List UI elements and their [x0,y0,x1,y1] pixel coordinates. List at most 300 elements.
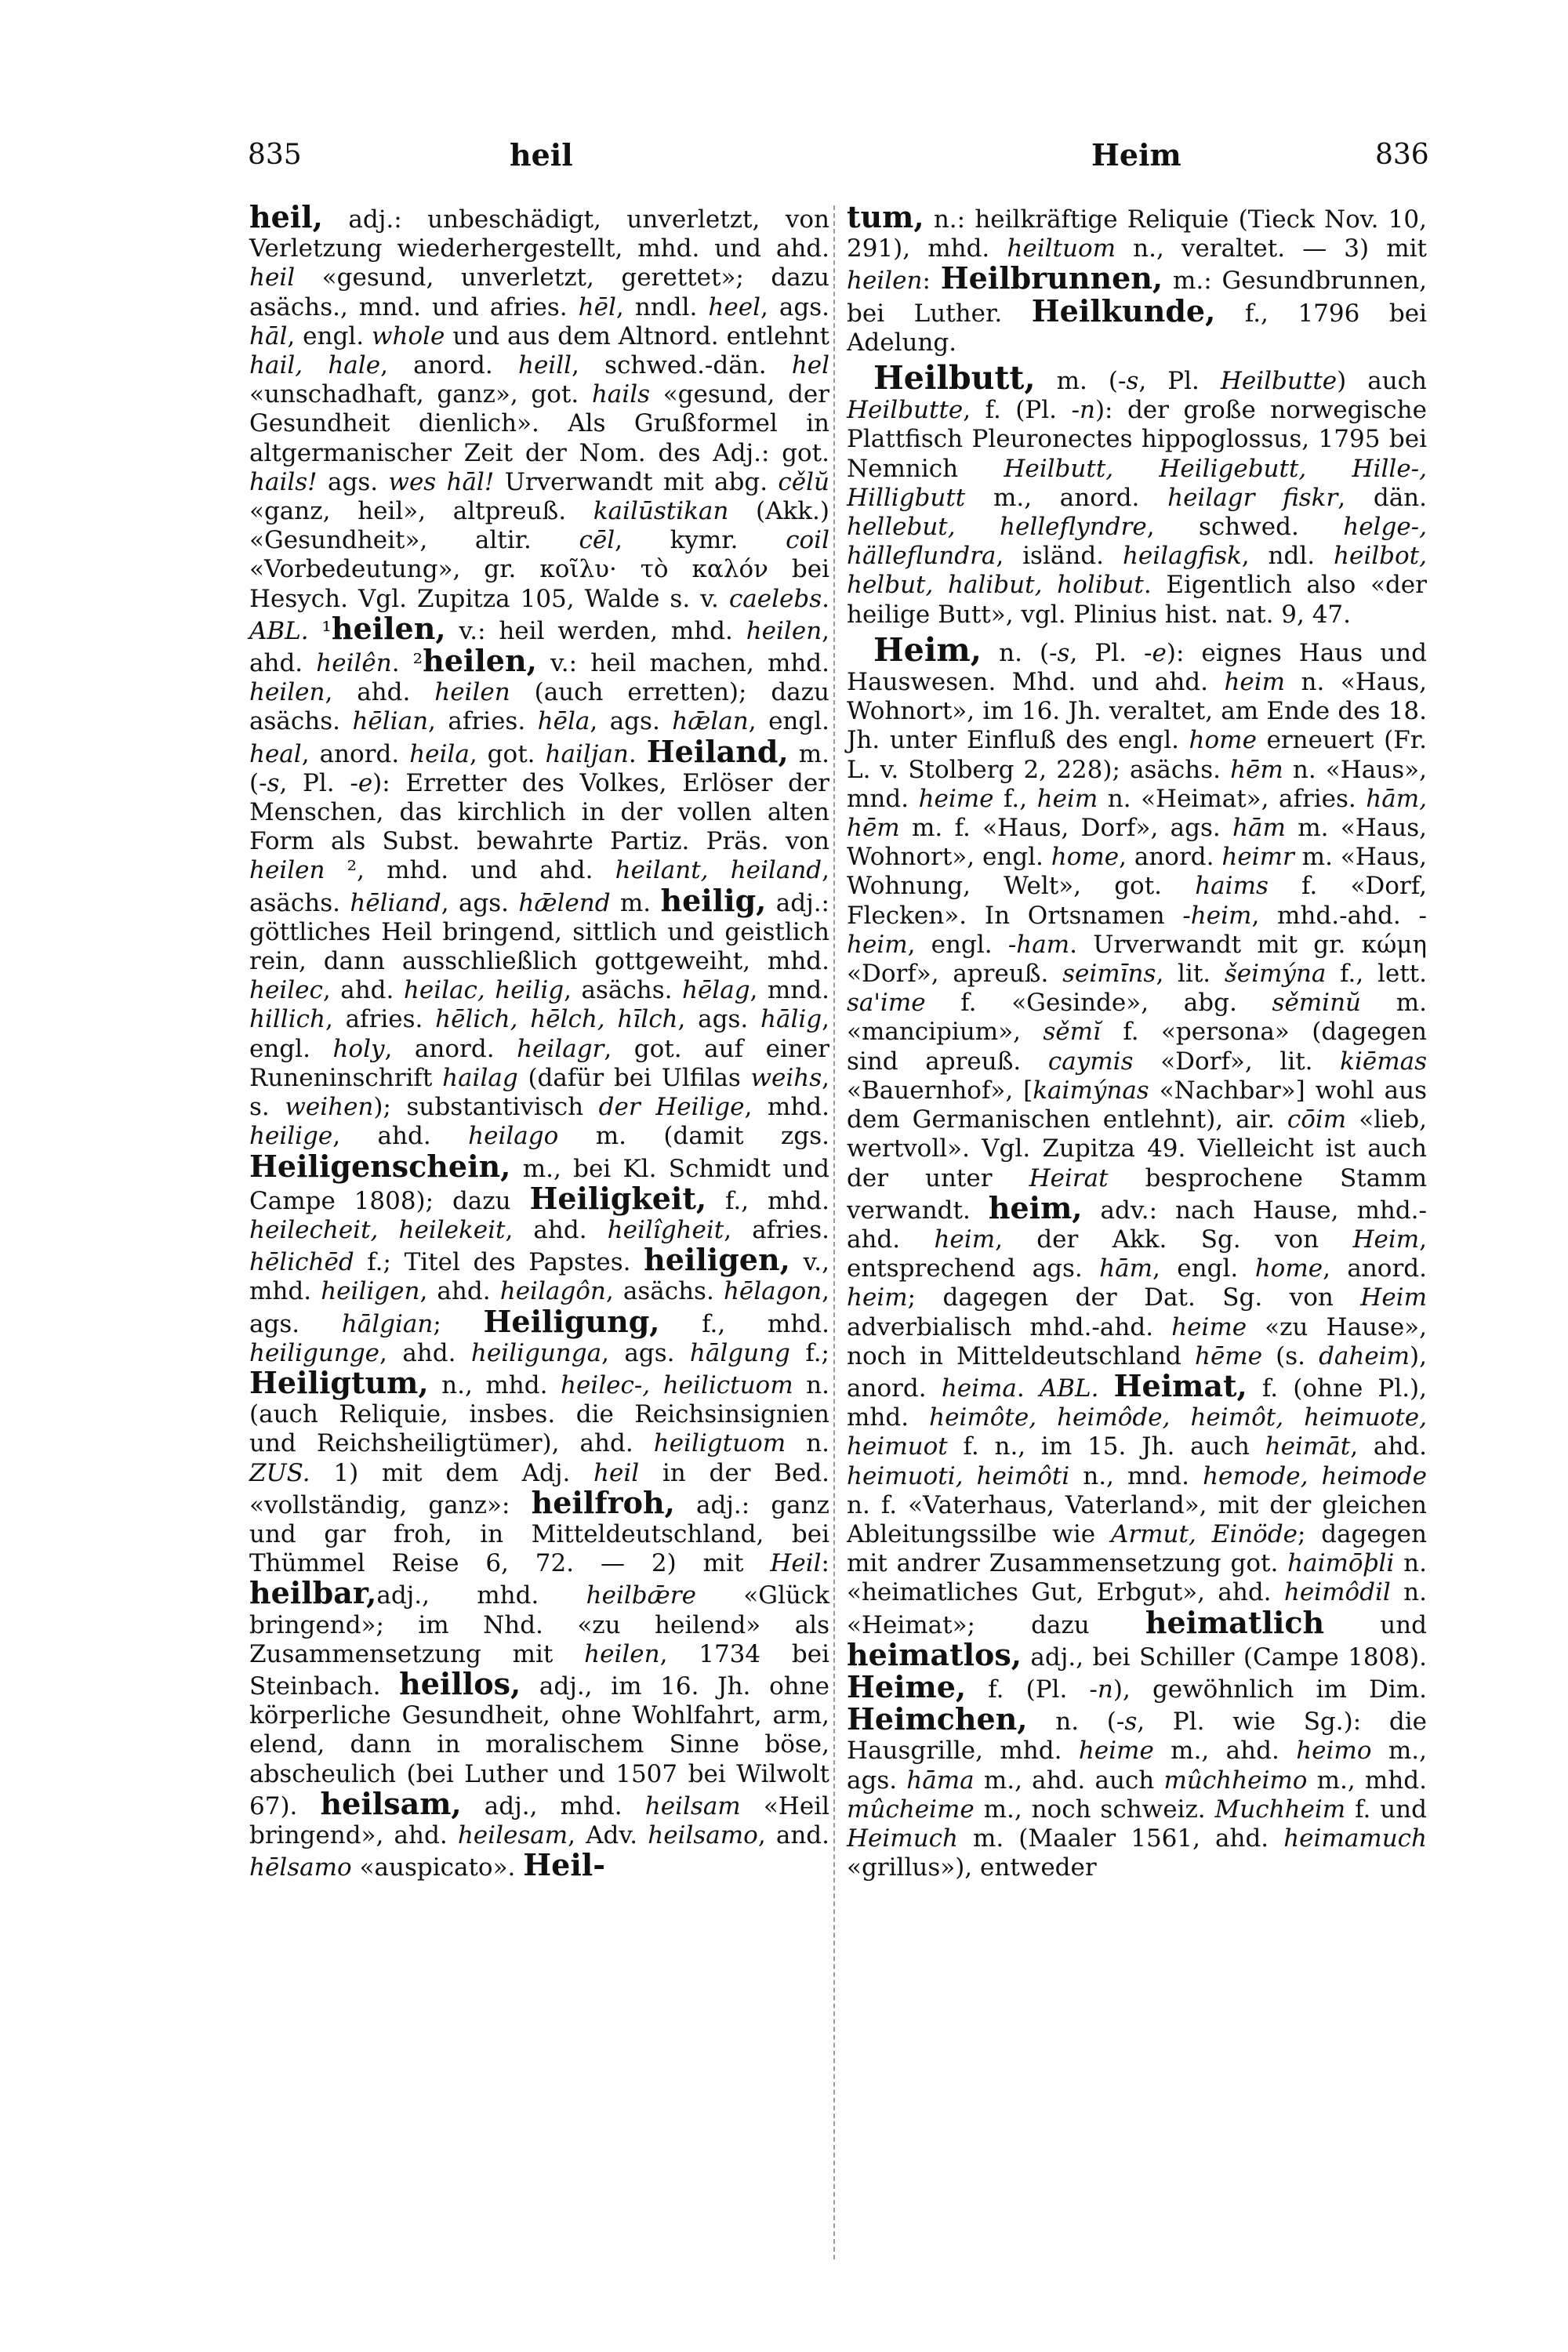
entry-text: m., ahd. auch [974,1766,1164,1795]
headword: Heil- [523,1847,605,1883]
entry-paragraph [847,359,1428,630]
entry-text: , ahd. [322,976,404,1005]
cited-form: home [1254,1254,1323,1283]
cited-form: heilbǣre [586,1581,696,1610]
entry-text: adj., bei Schiller (Campe 1808). [1022,1642,1427,1671]
entry-text: m. (Maaler 1561, ahd. [957,1824,1284,1853]
entry-text: n. «Haus, Wohnort», im 16. Jh. veraltet, am Ende des 18. Jh. unter Einfluß des engl. [847,668,1427,755]
cited-form: heima [941,1374,1017,1403]
entry-text: , 1734 bei Steinbach. [249,1639,829,1700]
entry-text: v.: heil machen, mhd. [536,649,830,678]
cited-form: heilec-, heilictuom [560,1370,793,1399]
entry-text: . Eigentlich also «der heilige Butt», vgl. Plinius hist. nat. 9, 47. [847,571,1427,629]
entry-text: , and. [757,1820,829,1849]
entry-text: , ahd. [332,1122,469,1151]
cited-form: hails! [249,467,318,496]
entry-text: , lit. [1156,960,1225,989]
cited-form: caymis [1047,1047,1134,1076]
entry-text: , ags. [249,1277,829,1338]
entry-text [1098,1374,1113,1403]
cited-form: weihs [750,1063,822,1092]
entry-text: , ags. [441,888,519,917]
cited-form: hillich [249,1005,325,1034]
entry-text: (s. [1262,1341,1319,1370]
entry-text: adj.: göttliches Heil bringend, sittlich und geistlich rein, dann ausschließlich gottgeweiht, mhd. [249,888,829,976]
cited-form: cōim [1287,1105,1347,1134]
entry-text: n. (- [1027,1708,1125,1737]
cited-form: heime [1171,1312,1247,1341]
entry-paragraph [249,199,830,1883]
cited-form: cēl [579,526,615,555]
cited-form: heilec [249,976,323,1005]
entry-text: f., lett. [1326,960,1427,989]
cited-form: cělŭ [778,467,830,496]
cited-form: daheim [1319,1341,1410,1370]
entry-text: , afries. [724,1215,829,1244]
cited-form: hailag [442,1063,518,1092]
entry-text: , anord. [380,351,518,380]
entry-text: , kymr. [615,526,786,555]
entry-text: erneuert (Fr. L. v. Stolberg 2, 228); asächs. [847,726,1427,784]
entry-text: , mnd. [750,976,829,1005]
entry-text: ): eignes Haus und Hauswesen. Mhd. und ahd. [847,638,1427,697]
entry-text: n. «Heimat», afries. [1098,784,1367,813]
cited-form: mûcheime [847,1795,975,1824]
entry-text: . ² [391,649,423,678]
cited-form: heilac, heilig [403,976,564,1005]
cited-form: heilant, heiland [615,856,822,885]
headword: Heime, [847,1668,967,1704]
entry-text: n. (auch Reliquie, insbes. die Reichsinsignien und Reichsheiligtümer), ahd. [249,1370,829,1458]
entry-text: und aus dem Altnord. entlehnt [445,321,829,350]
entry-text: n. «Heimat»; dazu [847,1578,1427,1639]
entry-text: Urverwandt mit abg. [494,467,779,496]
cited-form: helge-, hälleflundra [847,513,1427,571]
left-running-head: heil [510,137,573,172]
headword: heilfroh, [531,1484,675,1520]
headword: Heim, [873,630,982,669]
cited-form: heilago [468,1122,559,1151]
cited-form: heel [708,292,760,321]
entry-text: , isländ. [996,542,1123,571]
right-page-number: 836 [1375,139,1429,171]
cited-form: hēlichēd [249,1248,354,1277]
cited-form: šeimýna [1224,960,1327,989]
cited-form: weihen [285,1093,374,1122]
cited-form: heim [1036,784,1098,813]
entry-text: «Nachbar»] wohl aus dem Germanischen entlehnt), air. [847,1076,1427,1134]
cited-form: hām, hēm [847,784,1427,843]
entry-text: f., mhd. [659,1309,829,1338]
entry-text: , ndl. [1241,542,1334,571]
entry-text: n., mhd. [428,1370,561,1399]
entry-text: v., mhd. [249,1248,829,1306]
cited-form: heimamuch [1283,1824,1427,1853]
entry-text: m.: Gesundbrunnen, bei Luther. [847,267,1427,328]
cited-form: heimuoti, heimôti [847,1461,1070,1490]
entry-text: , schwed. [1146,513,1344,542]
cited-form: ZUS. [249,1458,310,1487]
entry-text: adj., im 16. Jh. ohne körperliche Gesundheit, ohne Wohlfahrt, arm, elend, dann in moralischem Sinne böse, abscheulich (bei Luther und 1507 bei Wilwolt 67). [249,1671,830,1820]
entry-text: n.: heilkräftige Reliquie (Tieck Nov. 10, 291), mhd. [847,205,1427,263]
entry-text: n. [786,1429,829,1458]
cited-form: heilên [316,649,392,678]
cited-form: heim [847,1283,908,1312]
entry-text: ); substantivisch [373,1093,599,1122]
cited-form: heime [1078,1737,1154,1766]
cited-form: heilen [584,1639,660,1668]
cited-form: heimôte, heimôde, heimôt, heimuote, heimuot [847,1403,1427,1461]
headword: heil, [249,199,323,234]
cited-form: heilecheit, heilekeit [249,1215,506,1244]
entry-text: , nndl. [615,292,709,321]
headword: Heiligung, [483,1303,660,1339]
cited-form: heimāt [1265,1432,1351,1461]
entry-text: ): der große norwegische Plattfisch Pleuronectes hippoglossus, 1795 bei Nemnich [847,396,1427,483]
entry-text: , anord. [1323,1254,1427,1283]
entry-text: ¹ [308,616,332,645]
right-column [847,199,1428,1886]
cited-form: heil [593,1458,640,1487]
entry-text: f.; [789,1338,829,1367]
headword: heilig, [660,882,767,918]
cited-form: hailjan [545,739,629,768]
entry-text: ), anord. [847,1341,1427,1403]
cited-form: hām [1232,814,1286,843]
cited-form: heilagôn [499,1277,606,1306]
entry-text: , schwed.-dän. [572,351,792,380]
entry-text: adj.: ganz und gar froh, in Mitteldeutschland, bei Thümmel Reise 6, 72. — 2) mit [249,1490,829,1578]
entry-text: , engl. [1152,1254,1255,1283]
cited-form: heilagfisk [1122,542,1242,571]
page-header [0,132,1568,179]
entry-text: . [1016,1374,1040,1403]
entry-text: «Bauernhof», [ [847,1076,1033,1105]
cited-form: kailūstikan [593,497,729,526]
cited-form: Heilbutte [847,396,964,425]
cited-form: heilen [847,267,923,296]
entry-text: : [922,267,941,296]
cited-form: hemode, heimode [1203,1461,1427,1490]
cited-form: Heimuch [847,1824,958,1853]
column-divider [833,205,835,2259]
cited-form: hēlich, hēlch, hīlch [435,1005,678,1034]
entry-text: : [821,1549,829,1578]
entry-text: m. [610,888,661,917]
entry-text: , ags. [760,292,829,321]
cited-form: seimīns [1062,960,1156,989]
entry-text: ², mhd. und ahd. [325,856,615,885]
cited-form: sěmĭ [1043,1018,1101,1047]
entry-text: adj.: unbeschädigt, unverletzt, von Verletzung wiederhergestellt, mhd. und ahd. [249,205,829,263]
cited-form: wes hāl! [388,467,495,496]
cited-form: -heim [847,901,1427,959]
entry-text: , mhd.-ahd. [1251,901,1419,930]
cited-form: caelebs [728,584,822,613]
entry-text: m. «Haus, Wohnung, Welt», got. [847,843,1427,901]
cited-form: heimr [1221,843,1294,872]
cited-form: heiligtuom [653,1429,786,1458]
cited-form: -heim [1182,901,1252,930]
cited-form: heime [918,784,994,813]
cited-form: sěminŭ [1272,989,1362,1018]
cited-form: whole [371,321,445,350]
cited-form: Armut, Einöde [1110,1519,1298,1548]
cited-form: s [1124,1708,1138,1737]
entry-text: m., bei Kl. Schmidt und Campe 1808); dazu [249,1154,829,1215]
headword: heiligen, [644,1242,790,1278]
entry-text: m. (- [1035,367,1127,396]
cited-form: s [1057,638,1070,667]
cited-form: Heirat [1029,1163,1109,1192]
headword: Heiligenschein, [249,1148,511,1184]
entry-text: , ahd. [505,1215,608,1244]
entry-text: «Glück bringend»; im Nhd. «zu heilend» als Zusammensetzung mit [249,1581,829,1668]
entry-text: , anord. [1119,843,1222,872]
cited-form: Heim [1352,1225,1420,1254]
entry-text: , ahd. [1350,1432,1427,1461]
entry-text: 1) mit dem Adj. [310,1458,594,1487]
cited-form: heilsamo [648,1820,758,1849]
headword: heilen, [331,610,446,646]
entry-text: , anord. [384,1034,517,1063]
cited-form: hellebut, helleflyndre [847,513,1147,542]
entry-text: ; dagegen der Dat. Sg. von [907,1283,1361,1312]
cited-form: hēliand [350,888,441,917]
entry-text: adv.: nach Hause, mhd.-ahd. [847,1196,1427,1254]
headword: Heilbutt, [873,359,1036,397]
entry-text: , ags. [601,1338,690,1367]
entry-text: ; dagegen mit andrer Zusammensetzung got. [847,1519,1427,1578]
cited-form: -ham [1007,930,1070,959]
entry-text: , ags. [677,1005,761,1034]
entry-text: f. (ohne Pl.), mhd. [847,1374,1427,1432]
entry-text: m., anord. [965,483,1168,512]
entry-text: m. «mancipium», [847,989,1427,1047]
cited-form: Heilbutte [1220,367,1338,396]
headword: Heiland, [646,733,789,769]
headword: Heimat, [1113,1367,1247,1403]
entry-text: und [1324,1610,1427,1639]
entry-text: , afries. [428,707,538,736]
cited-form: sa'ime [847,989,926,1018]
cited-form: hāl [249,321,288,350]
entry-text: «auspicato». [351,1853,524,1882]
cited-form: ABL. [1039,1374,1099,1403]
cited-form: hǣlan [672,707,749,736]
entry-text: m., ags. [847,1737,1427,1795]
entry-text: n. «Haus», mnd. [847,755,1427,813]
entry-text: f. (Pl. - [966,1675,1098,1704]
entry-text: , entsprechend ags. [847,1225,1427,1283]
entry-text: «gesund, der Gesundheit dienlich». Als Grußformel in altgermanischer Zeit der Nom. des Adj.: got. [249,380,829,467]
entry-text: , Pl. [1138,367,1221,396]
cited-form: e [358,768,373,797]
entry-text: «ganz, heil», altpreuß. [249,497,593,526]
cited-form: hēlagon [723,1277,822,1306]
entry-text: besprochene Stamm verwandt. [847,1163,1427,1225]
entry-text: ags. [317,467,389,496]
cited-form: heimôdil [1283,1578,1391,1607]
entry-text: n. «heimatliches Gut, Erbgut», ahd. [847,1549,1427,1607]
headword: heilsam, [320,1785,462,1821]
cited-form: heiligunge [249,1338,380,1367]
entry-text: n. (- [982,638,1058,667]
entry-text: (Akk.) «Gesundheit», altir. [249,497,829,555]
cited-form: heiltuom [1007,234,1116,263]
cited-form: heimo [1296,1737,1372,1766]
headword: heim, [988,1189,1083,1225]
entry-text: , ahd. [379,1338,471,1367]
cited-form: hēla [537,707,590,736]
cited-form: heilbot, helbut, halibut, holibut [847,542,1427,600]
entry-text: adj., mhd. [376,1581,586,1610]
cited-form: holy [332,1034,385,1063]
cited-form: heilen [434,678,510,707]
entry-text: «lieb, wertvoll». Vgl. Zupitza 49. Vielleicht ist auch der unter [847,1105,1428,1192]
headword: tum, [847,199,924,234]
entry-text: , asächs. [564,976,682,1005]
entry-paragraph [847,199,1427,358]
left-column [249,199,830,1886]
cited-form: coil [786,526,829,555]
cited-form: hēm [1230,755,1283,784]
entry-text: , anord. [301,739,410,768]
cited-form: heilagr [517,1034,604,1063]
cited-form: heilen [249,678,325,707]
entry-text: f., 1796 bei Adelung. [847,299,1427,357]
cited-form: heilîgheit [607,1215,724,1244]
cited-form: heilen [249,856,325,885]
cited-form: Heilbutt, Heiligebutt, Hille-, Hilligbutt [847,454,1427,512]
entry-text: , f. (Pl. - [963,396,1080,425]
entry-text: , Pl. wie Sg.): die Hausgrille, mhd. [847,1708,1427,1766]
headword: Heilbrunnen, [940,260,1163,296]
cited-form: heim [934,1225,996,1254]
entry-text: , Pl. - [279,768,358,797]
cited-form: Heim [1360,1283,1427,1312]
cited-form: heal [249,739,302,768]
cited-form: n [1079,396,1095,425]
cited-form: hēlsamo [249,1853,352,1882]
cited-form: heim [1224,668,1286,697]
cited-form: hālgian [341,1309,434,1338]
entry-text: , afries. [325,1005,436,1034]
cited-form: hails [591,380,651,409]
entry-text: ), gewöhnlich im Dim. [1112,1675,1427,1704]
cited-form: hǣlend [518,888,611,917]
entry-paragraph [847,630,1428,1883]
entry-text: , ahd. [249,616,830,678]
entry-text: , asächs. [605,1277,724,1306]
entry-text: ): Erretter des Volkes, Erlöser der Menschen, das kirchlich in der vollen alten Form als Subst. bewahrte Partiz. Präs. von [249,768,829,856]
cited-form: hel [791,351,829,380]
entry-text: , got. [469,739,546,768]
entry-text: , engl. [907,930,1008,959]
entry-text: ) auch [1337,367,1427,396]
entry-text: m., mhd. [1307,1766,1427,1795]
entry-text: f., [993,784,1037,813]
entry-text: «Dorf», lit. [1133,1047,1341,1076]
headword: Heilkunde, [1031,292,1216,328]
entry-text: in der Bed. «vollständig, ganz»: [249,1458,830,1519]
headword: heilen, [423,643,537,679]
cited-form: kaimýnas [1033,1076,1149,1105]
cited-form: heilesam [457,1820,568,1849]
entry-text: , Adv. [568,1820,648,1849]
entry-text: (dafür bei Ulfilas [517,1063,751,1092]
headword: heilbar, [249,1575,377,1611]
entry-text: m. f. «Haus, Dorf», ags. [899,814,1233,843]
cited-form: hēme [1194,1341,1263,1370]
entry-text: . [628,739,647,768]
entry-text: «Vorbedeutung», gr. κοῖλυ· τὸ καλόν bei Hesych. Vgl. Zupitza 105, Walde s. v. [249,555,829,613]
left-page-number: 835 [248,139,302,171]
entry-text: m., noch schweiz. [974,1795,1215,1824]
headword: heimatlos, [847,1636,1022,1672]
headword: Heimchen, [847,1701,1028,1737]
entry-text: «gesund, unverletzt, gerettet»; dazu asächs., mnd. und afries. [249,263,829,321]
entry-text: , asächs. [249,856,829,917]
entry-text: . Urverwandt mit gr. κώμη «Dorf», apreuß. [847,930,1427,989]
cited-form: heilige [249,1122,333,1151]
cited-form: home [1051,843,1120,872]
cited-form: heil [249,263,296,292]
cited-form: heila [409,739,470,768]
cited-form: ABL. [249,616,309,645]
entry-text: f.; Titel des Papstes. [354,1248,644,1277]
cited-form: heill [517,351,572,380]
cited-form: mûchheimo [1163,1766,1308,1795]
entry-text: «unschadhaft, ganz», got. [249,380,592,409]
entry-text: adj., mhd. [461,1791,645,1820]
entry-text: adverbialisch mhd.-ahd. [847,1312,1172,1341]
cited-form: home [1189,726,1257,755]
entry-text: m. «Haus, Wohnort», engl. [847,814,1427,872]
cited-form: s [1126,367,1139,396]
entry-text: «Heil bringend», ahd. [249,1791,830,1849]
cited-form: e [1152,638,1167,667]
entry-text: , Pl. - [1069,638,1152,667]
entry-text: f., mhd. [706,1186,830,1215]
entry-text: , s. [249,1063,829,1122]
entry-text: f. n., im 15. Jh. auch [947,1432,1265,1461]
entry-text: «zu Hause», noch in Mitteldeutschland [847,1312,1428,1370]
entry-text: . [822,584,829,613]
entry-text: , engl. [249,1005,829,1063]
headword: heillos, [399,1665,521,1701]
cited-form: haims [1195,872,1269,901]
entry-text: f. «Gesinde», abg. [925,989,1272,1018]
entry-text: , dän. [1338,483,1428,512]
entry-text: m., ahd. [1153,1737,1297,1766]
cited-form: heiligen [321,1277,420,1306]
cited-form: s [267,768,280,797]
entry-text: f. und [1345,1795,1427,1824]
cited-form: hēlian [352,707,429,736]
cited-form: der Heilige [598,1093,745,1122]
cited-form: heilagr fiskr [1167,483,1338,512]
entry-text: , got. auf einer Runeninschrift [249,1034,829,1092]
cited-form: heiligunga [470,1338,602,1367]
entry-text: v.: heil werden, mhd. [445,616,746,645]
cited-form: hēlag [681,976,750,1005]
entry-text: (auch erretten); dazu asächs. [249,678,829,736]
entry-text: m. (- [249,739,829,797]
entry-text: f. «persona» (dagegen sind apreuß. [847,1018,1427,1076]
right-running-head: Heim [1091,137,1181,172]
headword: Heiligtum, [249,1364,429,1400]
